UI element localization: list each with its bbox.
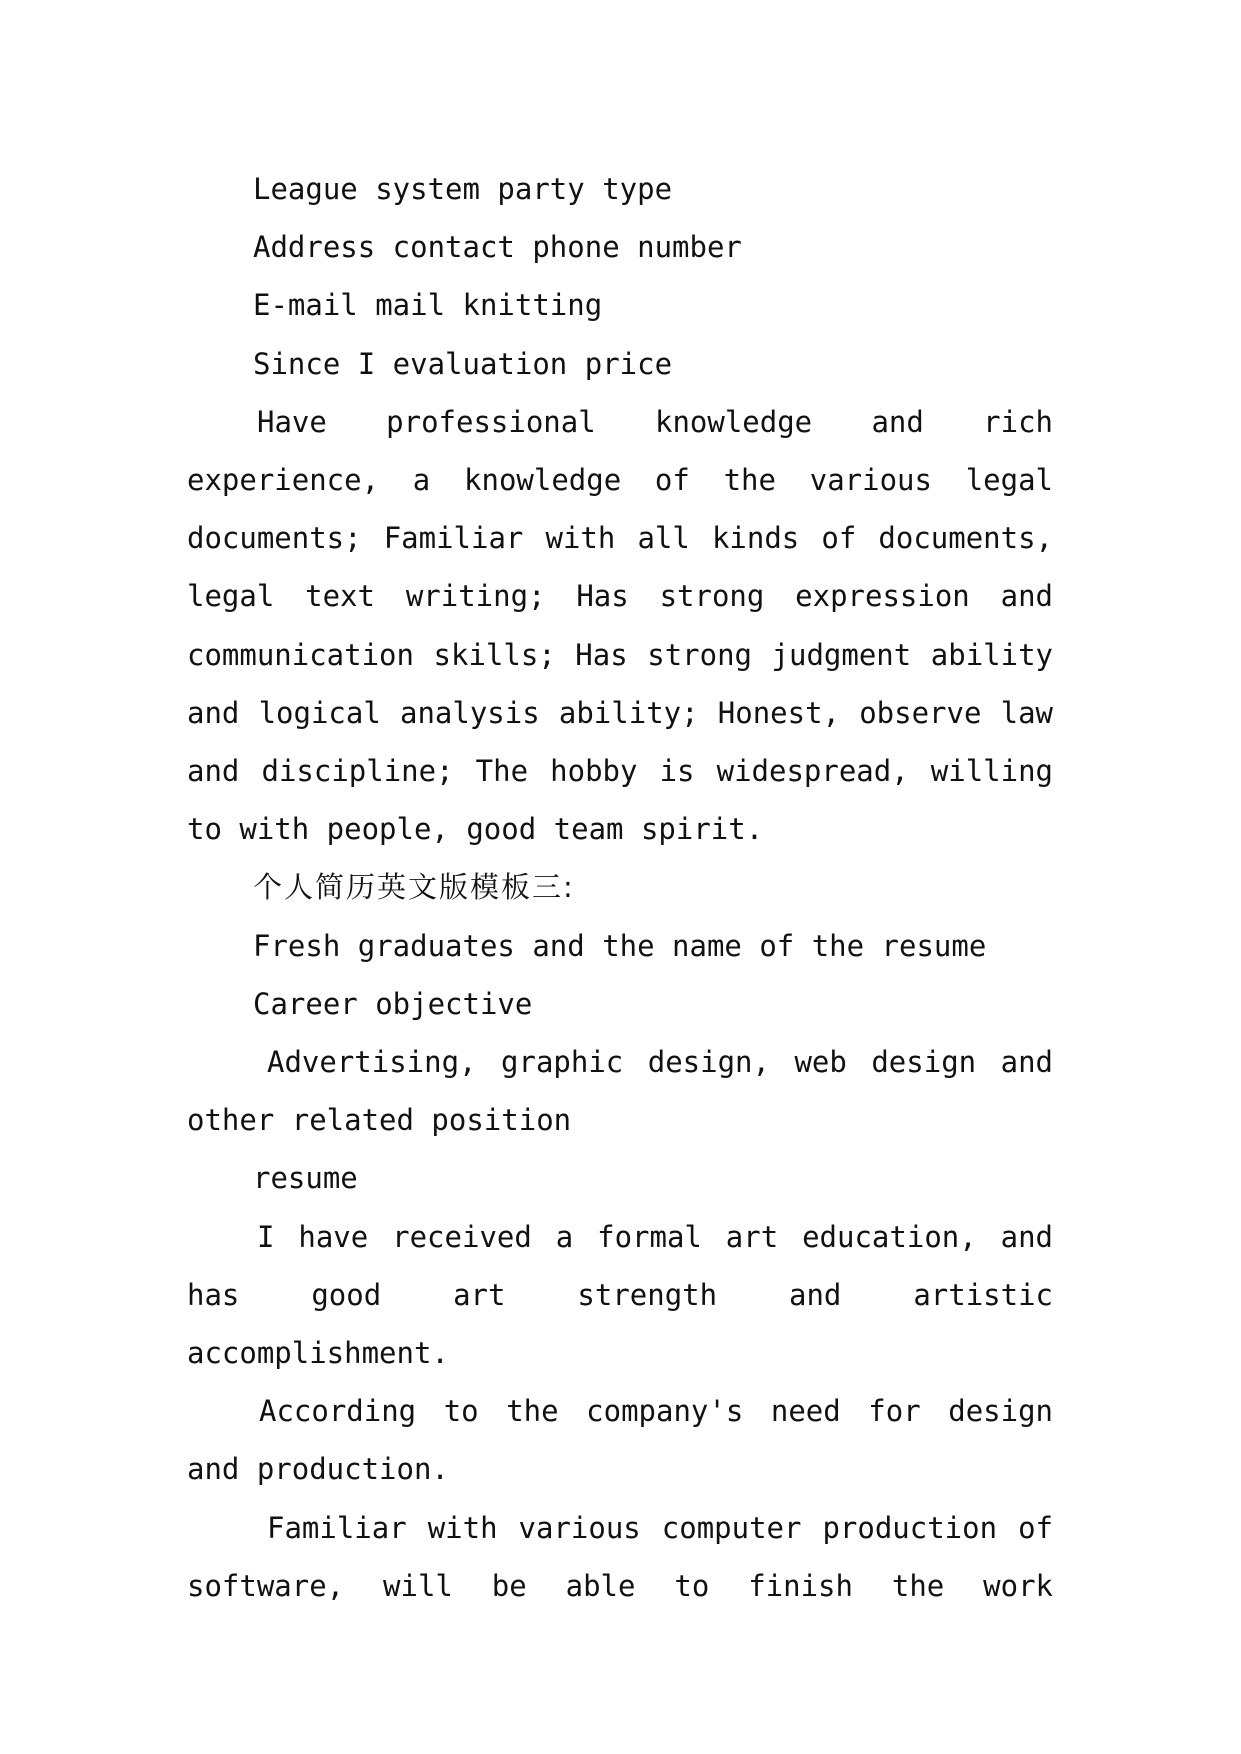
paragraph-company-need: According to the company's need for design and production.: [187, 1394, 1053, 1487]
text-line-career-objective: Career objective: [253, 986, 533, 1021]
paragraph-art-education: I have received a formal art education, and has good art strength and artistic accomplishment.: [187, 1219, 1053, 1370]
text-line-address: Address contact phone number: [253, 230, 742, 265]
document-body: [187, 160, 1053, 1615]
section-heading-template-three: 个人简历英文版模板三:: [253, 870, 575, 905]
text-line-email: E-mail mail knitting: [253, 288, 603, 323]
paragraph-software: Familiar with various computer production of software, will be able to finish the work: [187, 1510, 1053, 1603]
paragraph-career: Advertising, graphic design, web design and other related position: [187, 1044, 1053, 1138]
text-line-self-evaluation: Since I evaluation price: [253, 346, 673, 381]
text-line-resume: resume: [253, 1161, 358, 1196]
paragraph-evaluation: Have professional knowledge and rich experience, a knowledge of the various legal documents; Familiar with all kinds of documents, legal text writing; Has strong expression and communication skills; Has strong judgment ability and logical analysis ability; Honest, observe law and discipline; The hobby is widespread, willing to with people, good team spirit.: [187, 404, 1053, 847]
text-line-fresh-graduates: Fresh graduates and the name of the resume: [253, 928, 987, 963]
text-line-league: League system party type: [253, 172, 673, 206]
